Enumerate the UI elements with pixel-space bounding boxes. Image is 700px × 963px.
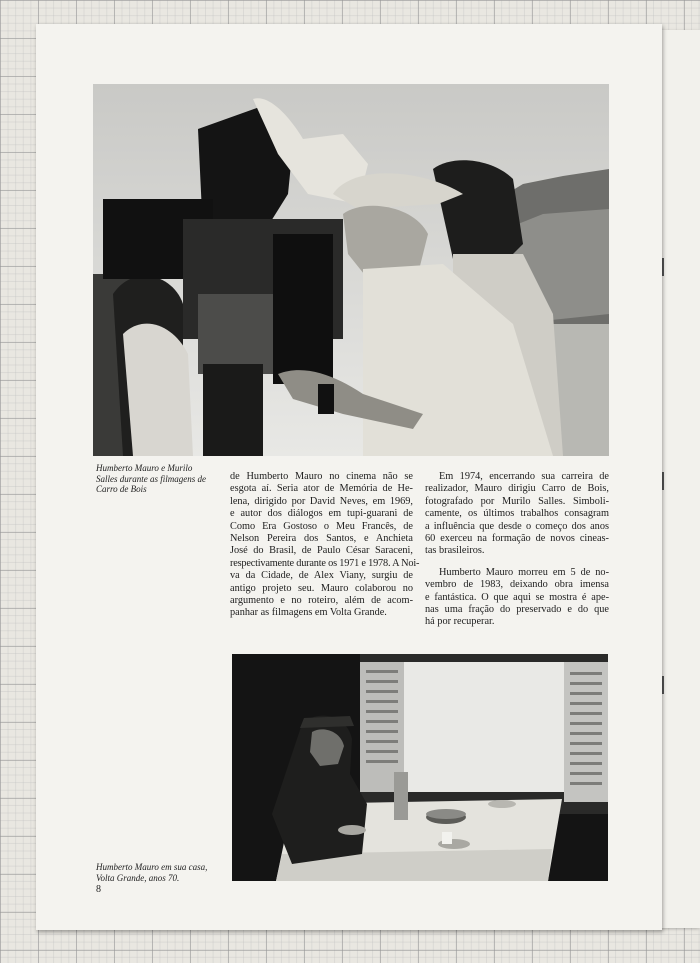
text-line: panhar as filmagens em Volta Grande. [230,607,387,619]
caption-line: Salles durante as filmagens de [96,473,206,484]
text-line: Como Era Gostoso o Meu Francês, de [230,520,413,532]
text-line: de Humberto Mauro no cinema não se [230,471,413,482]
paragraph [425,471,609,483]
text-line: nas uma fração do preservado e do que [425,604,609,616]
text-line: camente, os últimos trabalhos consagram [425,508,609,520]
caption-line: Carro de Bois [96,484,147,494]
text-line: fotografado por Murilo Salles. Simboli- [425,495,609,507]
next-page-edge [660,30,700,928]
text-line: há por recuperar. [425,616,495,628]
text-line: esgota aí. Seria ator de Memória de He- [230,483,413,495]
paragraph [425,567,609,579]
text-line: antigo projeto seu. Mauro colaborou no [230,582,413,594]
body-column-middle [230,471,420,620]
body-column-right [425,471,609,629]
text-line: e autor dos diálogos em tupi-guarani de [230,508,413,520]
caption-line: Humberto Mauro em sua casa, [96,862,208,872]
home-interior-photo [232,654,608,881]
text-line: vembro de 1983, deixando obra imensa [425,579,609,591]
page-number: 8 [96,884,101,895]
text-line: e fantástica. O que aqui se mostra é ape- [425,591,609,603]
text-line: lena, dirigido por David Neves, em 1969, [230,495,413,507]
text-line: argumento e no roteiro, além de acom- [230,595,413,607]
text-line: Em 1974, encerrando sua carreira de [439,471,609,482]
text-line: José do Brasil, de Paulo César Saraceni, [230,545,413,557]
caption-line: Humberto Mauro e Murilo [96,463,193,473]
caption-line: Volta Grande, anos 70. [96,872,180,883]
text-line: realizador, Mauro dirigiu Carro de Bois, [425,483,609,495]
text-line: Nelson Pereira dos Santos, e Anchieta [230,533,413,545]
bottom-photo-caption [96,862,207,883]
text-line: tas brasileiros. [425,545,485,557]
text-line: va da Cidade, de Alex Viany, surgiu de [230,570,413,582]
text-line: respectivamente durante os 1971 e 1978. A Noi- [230,557,420,569]
text-line: a influência que desde o começo dos anos [425,520,609,532]
film-shoot-photo [93,84,609,456]
text-line: 60 exerceu na formação de novos cineas- [425,533,609,545]
binding-mark [662,472,664,490]
text-line: Humberto Mauro morreu em 5 de no- [439,566,609,578]
binding-mark [662,258,664,276]
top-photo-caption [96,463,206,495]
binding-mark [662,676,664,694]
